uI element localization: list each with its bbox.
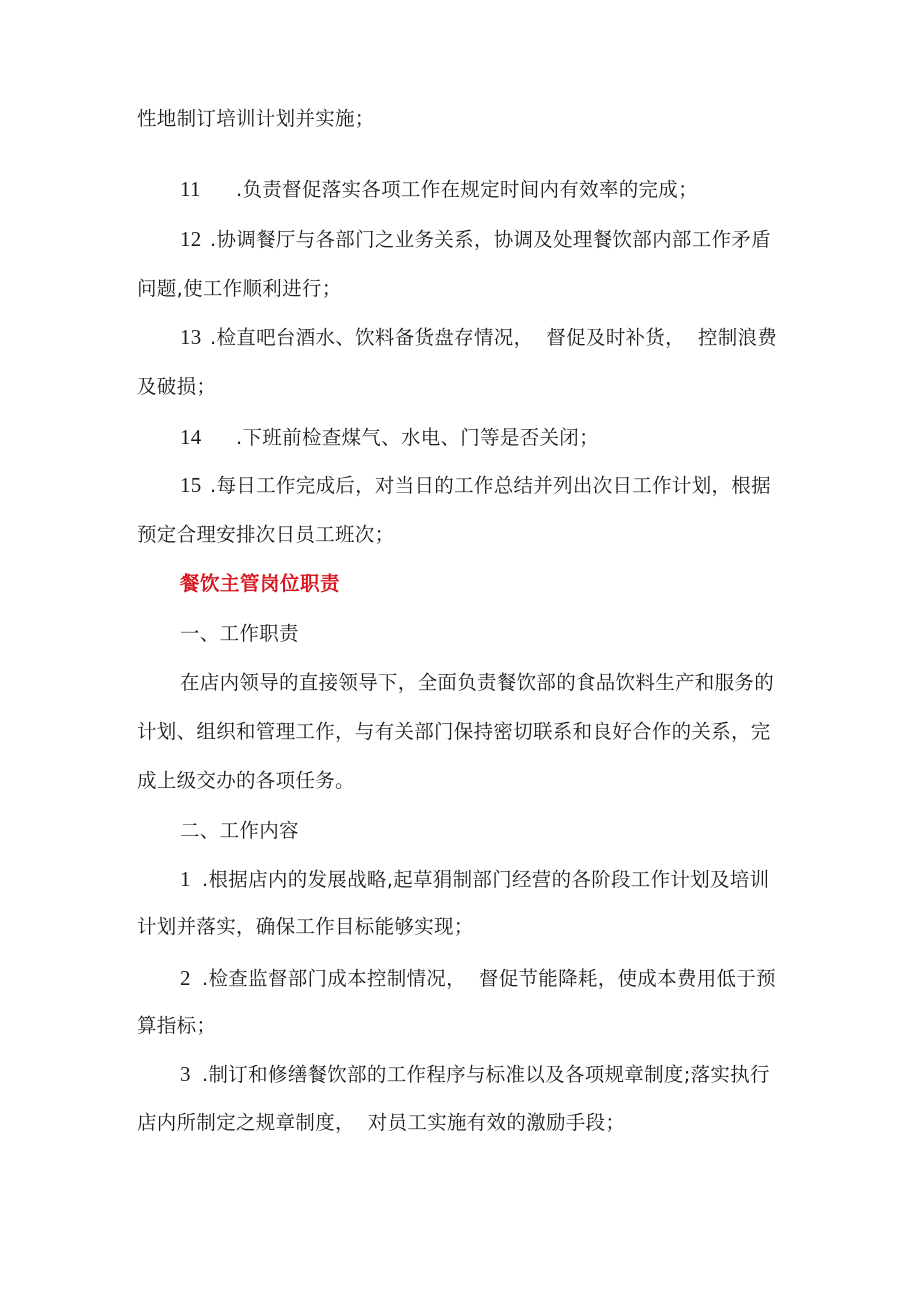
list-item-14 <box>180 424 599 451</box>
item-number: 13 <box>180 325 202 349</box>
paragraph-line <box>137 1013 216 1039</box>
heading-text: 一、工作职责 <box>180 622 299 645</box>
heading-text: 二、工作内容 <box>180 819 299 842</box>
item-text: .协调餐厅与各部门之业务关系，协调及处理餐饮部内部工作矛盾 <box>210 228 771 251</box>
item-number: 3 <box>180 1062 191 1086</box>
item-number: 1 <box>180 867 191 891</box>
list-item-1 <box>180 866 769 893</box>
paragraph-line <box>137 522 394 548</box>
paragraph-line <box>180 670 774 696</box>
item-text: .检直吧台酒水、饮料备货盘存情况， 督促及时补货， 控制浪费 <box>210 326 778 349</box>
heading-text: 餐饮主管岗位职责 <box>180 572 341 595</box>
item-text: .根据店内的发展战略,起草狷制部门经营的各阶段工作计划及培训 <box>202 868 770 891</box>
paragraph-line <box>137 768 355 794</box>
list-item-11 <box>180 176 698 203</box>
subsection-heading <box>180 818 299 844</box>
item-text: .负责督促落实各项工作在规定时间内有效率的完成； <box>236 178 698 201</box>
item-text: .制订和修缮餐饮部的工作程序与标准以及各项规章制度;落实执行 <box>202 1063 770 1086</box>
line-text: 计划、组织和管理工作，与有关部门保持密切联系和良好合作的关系，完 <box>137 720 771 743</box>
list-item-15 <box>180 472 771 499</box>
paragraph-line <box>137 719 771 745</box>
item-text: .检查监督部门成本控制情况， 督促节能降耗，使成本费用低于预 <box>202 967 776 990</box>
item-number: 2 <box>180 966 191 990</box>
list-item-13 <box>180 324 777 351</box>
paragraph-line <box>137 1110 625 1136</box>
item-number: 12 <box>180 227 202 251</box>
line-text: 计划并落实，确保工作目标能够实现； <box>137 915 474 938</box>
line-text: 性地制订培训计划并实施； <box>137 107 375 130</box>
item-text: .每日工作完成后，对当日的工作总结并列出次日工作计划，根据 <box>210 474 771 497</box>
item-number: 11 <box>180 177 201 201</box>
list-item-12 <box>180 226 771 253</box>
paragraph-line <box>137 374 216 400</box>
list-item-3 <box>180 1061 770 1088</box>
item-number: 15 <box>180 473 202 497</box>
line-text: 预定合理安排次日员工班次； <box>137 523 395 546</box>
line-text: 及破损； <box>137 375 217 398</box>
item-number: 14 <box>180 425 202 449</box>
paragraph-line <box>137 106 375 132</box>
paragraph-line <box>137 914 474 940</box>
line-text: 在店内领导的直接领导下，全面负责餐饮部的食品饮料生产和服务的 <box>180 671 775 694</box>
item-text: .下班前检查煤气、水电、门等是否关闭； <box>236 426 599 449</box>
line-text: 成上级交办的各项任务。 <box>137 769 355 792</box>
section-heading <box>180 571 340 597</box>
list-item-2 <box>180 965 776 992</box>
line-text: 问题,使工作顺利进行； <box>137 277 342 300</box>
subsection-heading <box>180 621 299 647</box>
line-text: 店内所制定之规章制度， 对员工实施有效的激励手段； <box>137 1111 626 1134</box>
paragraph-line <box>137 276 342 302</box>
line-text: 算指标； <box>137 1014 217 1037</box>
